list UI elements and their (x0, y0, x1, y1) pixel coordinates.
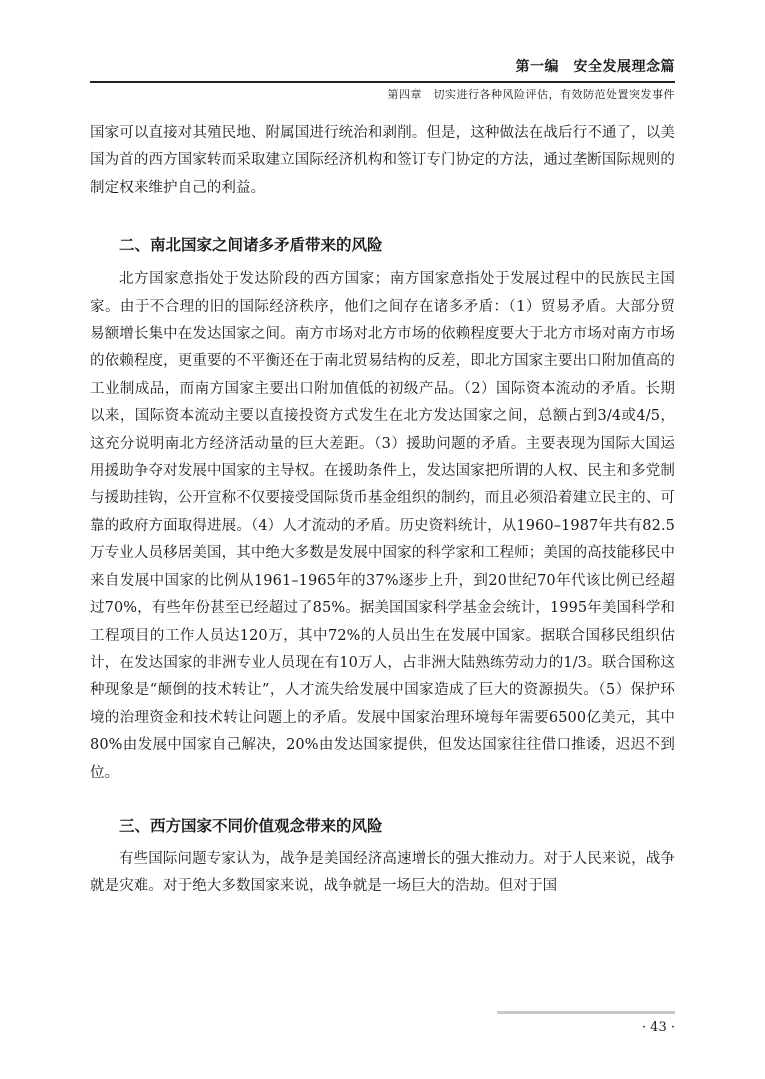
chapter-title: 第四章 切实进行各种风险评估，有效防范处置突发事件 (387, 88, 675, 101)
section-heading-north-south: 二、南北国家之间诸多矛盾带来的风险 (119, 236, 383, 255)
header-rule (90, 81, 675, 83)
paragraph-north-south-conflicts: 北方国家意指处于发达阶段的西方国家；南方国家意指处于发展过程中的民族民主国家。由于不合理的旧的国际经济秩序，他们之间存在诸多矛盾：（1）贸易矛盾。大部分贸易额增长集中在发达国家之间。南方市场对北方市场的依赖程度要大于北方市场对南方市场的依赖程度，更重要的不平衡还在于南北贸易结构的反差，即北方国家主要出口附加值高的工业制成品，而南方国家主要出口附加值低的初级产品。（2）国际资本流动的矛盾。长期以来，国际资本流动主要以直接投资方式发生在北方发达国家之间，总额占到3/4或4/5，这充分说明南北方经济活动量的巨大差距。（3）援助问题的矛盾。主要表现为国际大国运用援助争夺对发展中国家的主导权。在援助条件上，发达国家把所谓的人权、民主和多党制与援助挂钩，公开宣称不仅要接受国际货币基金组织的制约，而且必须沿着建立民主的、可靠的政府方面取得进展。（4）人才流动的矛盾。历史资料统计，从1960–1987年共有82.5万专业人员移居美国，其中绝大多数是发展中国家的科学家和工程师；美国的高技能移民中来自发展中国家的比例从1961–1965年的37%逐步上升，到20世纪70年代该比例已经超过70%，有些年份甚至已经超过了85%。据美国国家科学基金会统计，1995年美国科学和工程项目的工作人员达120万，其中72%的人员出生在发展中国家。据联合国移民组织估计，在发达国家的非洲专业人员现在有10万人，占非洲大陆熟练劳动力的1/3。联合国称这种现象是“颠倒的技术转让”，人才流失给发展中国家造成了巨大的资源损失。（5）保护环境的治理资金和技术转让问题上的矛盾。发展中国家治理环境每年需要6500亿美元，其中80%由发展中国家自己解决，20%由发达国家提供，但发达国家往往借口推诿，迟迟不到位。 (90, 271, 675, 781)
paragraph-western-values: 有些国际问题专家认为，战争是美国经济高速增长的强大推动力。对于人民来说，战争就是灾难。对于绝大多数国家来说，战争就是一场巨大的浩劫。但对于国 (90, 850, 675, 895)
footer-rule (497, 1011, 675, 1014)
paragraph-continuation: 国家可以直接对其殖民地、附属国进行统治和剥削。但是，这种做法在战后行不通了，以美国为首的西方国家转而采取建立国际经济机构和签订专门协定的方法，通过垄断国际规则的制定权来维护自己的利益。 (90, 125, 675, 196)
part-title: 第一编 安全发展理念篇 (515, 59, 675, 75)
running-header (90, 58, 675, 102)
page-number: · 43 · (641, 1020, 675, 1035)
section-heading-western-values: 三、西方国家不同价值观念带来的风险 (119, 816, 383, 835)
page-body (90, 120, 675, 901)
